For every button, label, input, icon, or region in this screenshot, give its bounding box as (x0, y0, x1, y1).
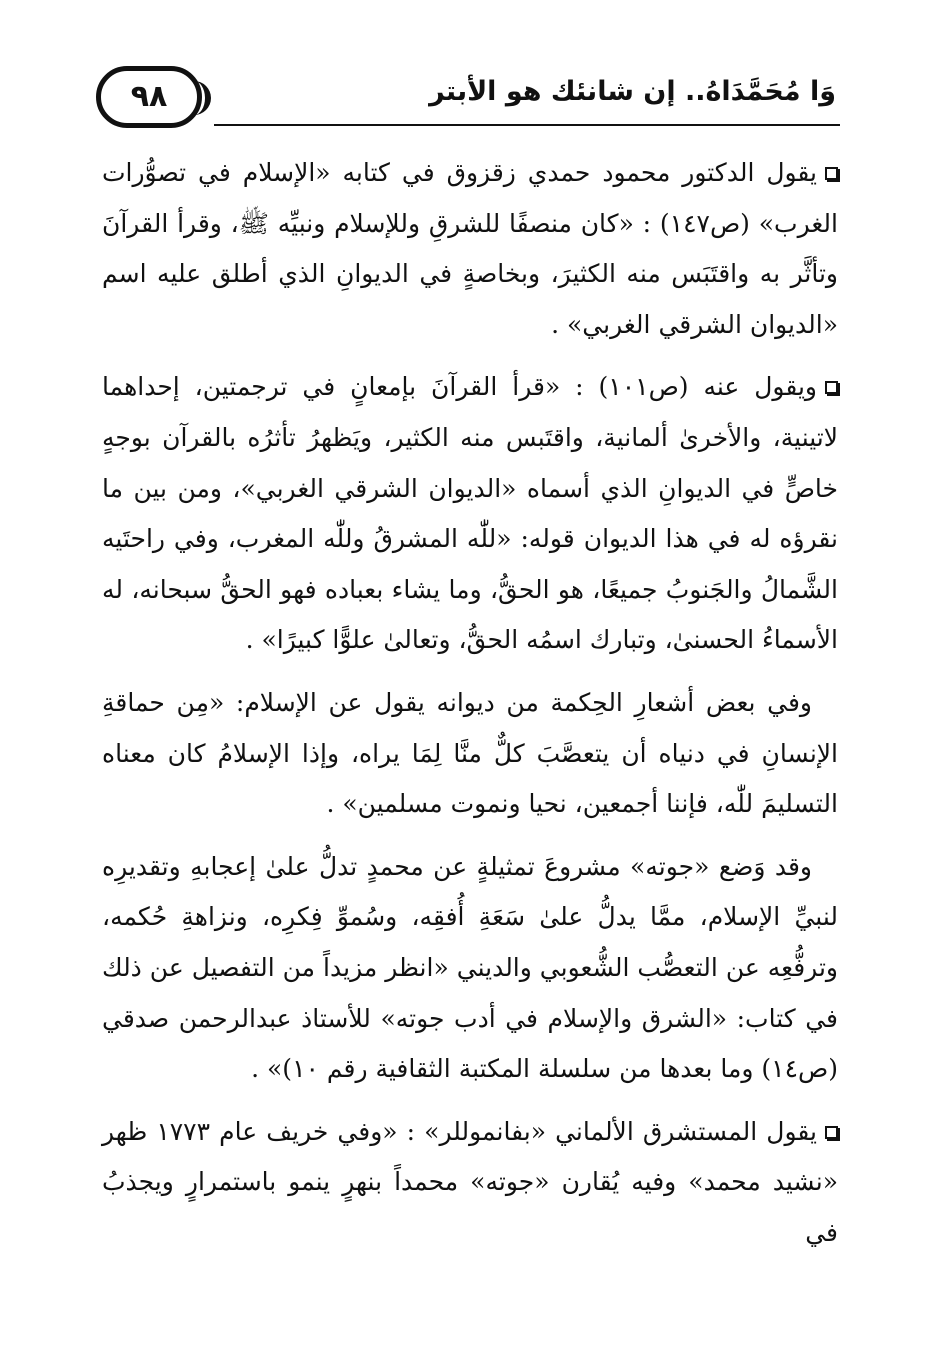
running-title: وَا مُحَمَّدَاهُ.. إن شانئك هو الأبتر (429, 76, 836, 107)
square-bullet-icon (825, 381, 838, 394)
body-text (102, 148, 838, 1270)
header-rule (214, 124, 840, 126)
paragraph (102, 148, 838, 350)
page-header (96, 62, 840, 134)
paragraph-text: وفي بعض أشعارِ الحِكمة من ديوانه يقول عن الإسلام: «مِن حماقةِ الإنسانِ في دنياه أن يتعصَّبَ كلٌّ منَّا لِمَا يراه، وإذا الإسلامُ كان معناه التسليمَ للّٰه، فإننا أجمعين، نحيا ونموت مسلمين» . (102, 687, 838, 819)
page-number-badge (96, 66, 202, 128)
paragraph-text: يقول الدكتور محمود حمدي زقزوق في كتابه «الإسلام في تصوُّرات الغرب» (ص١٤٧) : «كان منصفًا للشرقِ وللإسلام ونبيِّه ﷺ، وقرأ القرآنَ وتأثَّر به واقتَبَس منه الكثيرَ، وبخاصةٍ في الديوانِ الذي أطلق عليه اسم «الديوان الشرقي الغربي» . (102, 158, 838, 339)
paragraph-text: ويقول عنه (ص١٠١) : «قرأ القرآنَ بإمعانٍ في ترجمتين، إحداهما لاتينية، والأخرىٰ ألمانية، واقتَبس منه الكثير، ويَظهرُ تأثرُه بالقرآن بوجهٍ خاصٍّ في الديوانِ الذي أسماه «الديوان الشرقي الغربي»، ومن بين ما نقرؤه له في هذا الديوان قوله: «للّٰه المشرقُ وللّٰه المغرب، وفي راحتَيه الشَّمالُ والجَنوبُ جميعًا، هو الحقُّ، وما يشاء بعباده فهو الحقُّ سبحانه، له الأسماءُ الحسنىٰ، وتبارك اسمُه الحقُّ، وتعالىٰ علوًّا كبيرًا» . (102, 372, 838, 655)
square-bullet-icon (825, 1126, 838, 1139)
paragraph (102, 1107, 838, 1259)
paragraph (102, 362, 838, 666)
paragraph (102, 678, 838, 830)
square-bullet-icon (825, 167, 838, 180)
page-number: ٩٨ (130, 79, 168, 114)
paragraph-text: يقول المستشرق الألماني «بفانموللر» : «وفي خريف عام ١٧٧٣ ظهر «نشيد محمد» وفيه يُقارن «جوته» محمداً بنهرٍ ينمو باستمرارٍ ويجذبُ في (102, 1116, 838, 1247)
paragraph-text: وقد وَضع «جوته» مشروعَ تمثيلةٍ عن محمدٍ تدلُّ علىٰ إعجابهِ وتقديرِه لنبيِّ الإسلام، ممَّا يدلُّ علىٰ سَعَةِ أُفقِه، وسُموِّ فِكرِه، ونزاهةِ حُكمه، وترفُّعِه عن التعصُّب الشُّعوبي والديني «انظر مزيداً من التفصيل عن ذلك في كتاب: «الشرق والإسلام في أدب جوته» للأستاذ عبدالرحمن صدقي (ص١٤) وما بعدها من سلسلة المكتبة الثقافية رقم ١٠)» . (102, 851, 838, 1084)
paragraph (102, 842, 838, 1095)
